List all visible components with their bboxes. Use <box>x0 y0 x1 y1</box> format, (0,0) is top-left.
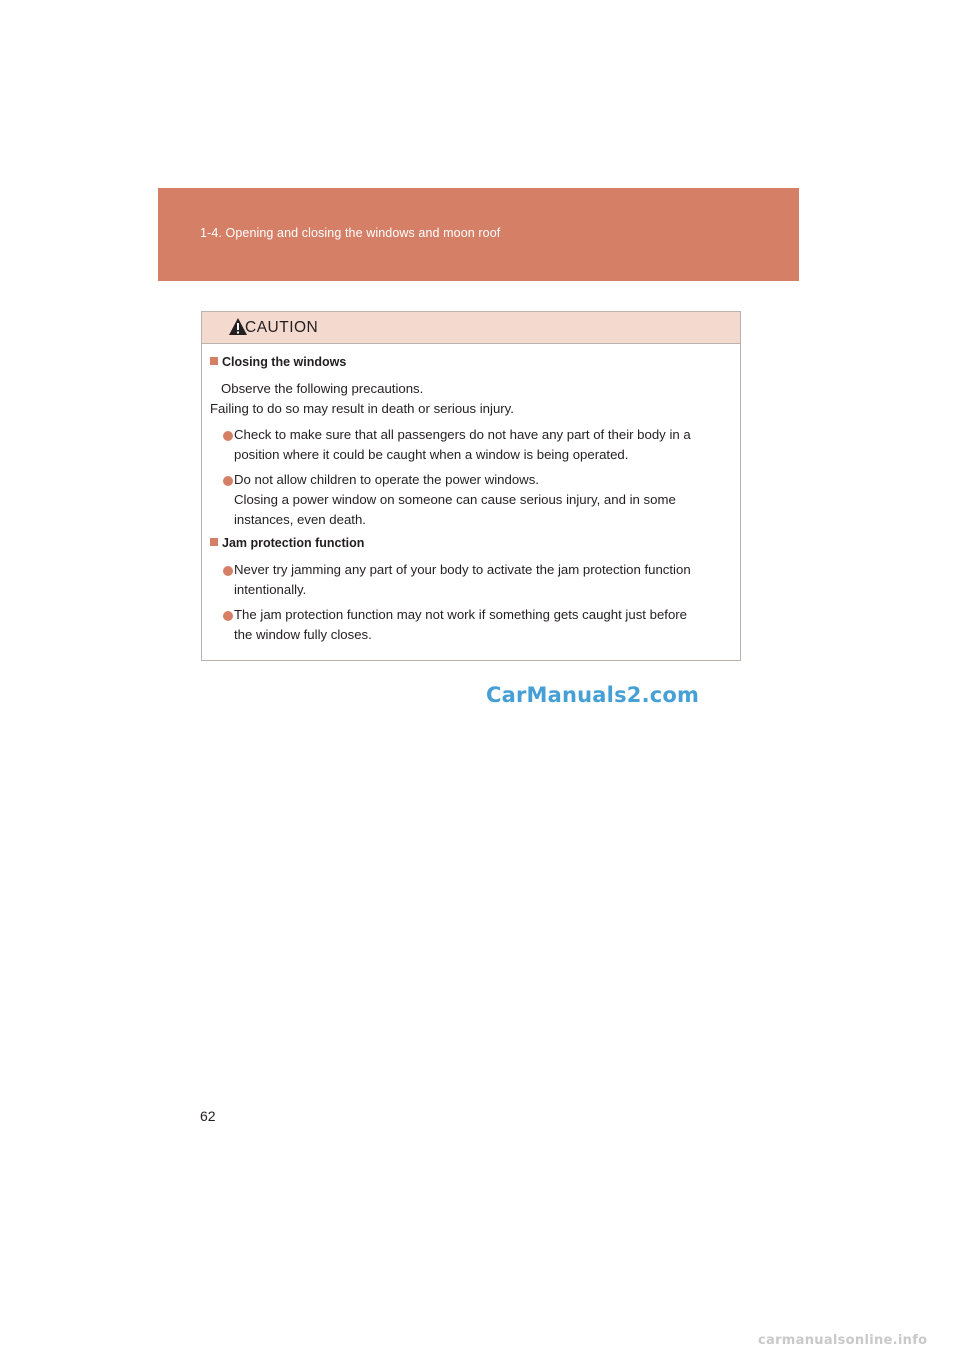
caution-box <box>201 311 741 661</box>
square-bullet-icon <box>210 357 218 365</box>
circle-bullet-icon <box>223 566 233 576</box>
bullet-paragraph: Do not allow children to operate the power windows. Closing a power window on someone can cause serious injury, and in some instances, even death. <box>234 472 676 527</box>
intro-line: Failing to do so may result in death or serious injury. <box>210 401 514 416</box>
bullet-paragraph: The jam protection function may not work if something gets caught just before the window fully closes. <box>234 607 688 642</box>
circle-bullet-icon <box>223 611 233 621</box>
circle-bullet-icon <box>223 431 233 441</box>
caution-header <box>202 312 740 344</box>
page-number: 62 <box>200 1108 216 1124</box>
square-bullet-icon <box>210 538 218 546</box>
circle-bullet-icon <box>223 476 233 486</box>
section-heading: Jam protection function <box>210 536 364 550</box>
caution-label: CAUTION <box>245 319 319 336</box>
bullet-paragraph: Never try jamming any part of your body to activate the jam protection function intentionally. <box>234 562 691 597</box>
bullet-paragraph: Check to make sure that all passengers do not have any part of their body in a position where it could be caught when a window is being operated. <box>234 427 691 462</box>
section-title: 1-4. Opening and closing the windows and moon roof <box>200 226 501 240</box>
section-heading: Closing the windows <box>210 355 346 369</box>
intro-line: Observe the following precautions. <box>221 381 424 396</box>
footer-logo[interactable]: carmanualsonline.info <box>758 1333 928 1348</box>
watermark-link[interactable]: CarManuals2.com <box>486 683 700 707</box>
